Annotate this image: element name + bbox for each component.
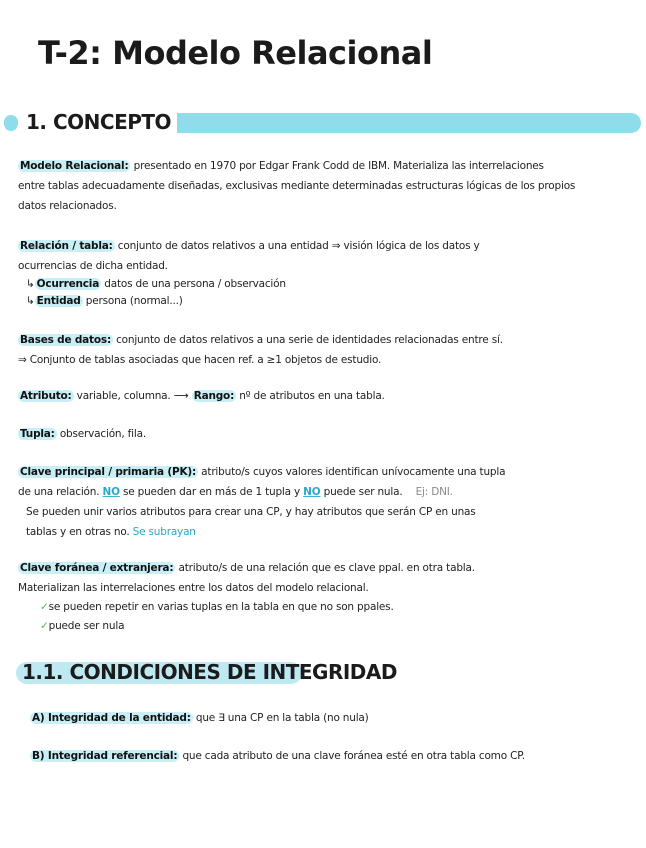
paragraph-tupla bbox=[18, 424, 633, 444]
emphasis-no-1: NO bbox=[102, 486, 120, 498]
clave-principal-line3: Se pueden unir varios atributos para crear una CP, y hay atributos que serán CP en unas bbox=[26, 506, 476, 518]
section-heading-condiciones: 1.1. CONDICIONES DE INTEGRIDAD bbox=[22, 660, 397, 684]
clave-foranea-check1: se pueden repetir en varias tuplas en la tabla en que no son ppales. bbox=[48, 601, 394, 613]
clave-principal-line1: atributo/s cuyos valores identifican unívocamente una tupla bbox=[198, 466, 506, 478]
page-title: T-2: Modelo Relacional bbox=[38, 34, 433, 72]
paragraph-modelo-relacional bbox=[18, 156, 633, 216]
clave-foranea-line1: atributo/s de una relación que es clave ppal. en otra tabla. bbox=[175, 562, 475, 574]
term-relacion-tabla: Relación / tabla: bbox=[20, 240, 113, 252]
right-arrow-icon: ⟶ bbox=[170, 390, 192, 402]
modelo-line2: entre tablas adecuadamente diseñadas, exclusivas mediante determinadas estructuras lógicas de los propios bbox=[18, 180, 576, 192]
section-heading-concepto: 1. CONCEPTO bbox=[22, 110, 177, 134]
term-entidad: Entidad bbox=[36, 295, 81, 307]
term-ocurrencia: Ocurrencia bbox=[36, 278, 100, 290]
clave-principal-line2c: puede ser nula. bbox=[320, 486, 403, 498]
term-integridad-entidad: A) Integridad de la entidad: bbox=[32, 712, 191, 724]
term-rango: Rango: bbox=[193, 390, 235, 402]
emphasis-no-2: NO bbox=[303, 486, 321, 498]
integridad-referencial-text: que cada atributo de una clave foránea esté en otra tabla como CP. bbox=[179, 750, 525, 762]
ocurrencia-text: datos de una persona / observación bbox=[101, 278, 286, 290]
relacion-ocurrencia bbox=[18, 276, 633, 293]
term-clave-principal: Clave principal / primaria (PK): bbox=[20, 466, 197, 478]
paragraph-bases-de-datos bbox=[18, 330, 633, 370]
term-bases-de-datos: Bases de datos: bbox=[20, 334, 111, 346]
rango-text: nº de atributos en una tabla. bbox=[236, 390, 385, 402]
tupla-text: observación, fila. bbox=[56, 428, 146, 440]
term-modelo-relacional: Modelo Relacional: bbox=[20, 160, 129, 172]
example-dni: Ej: DNI. bbox=[415, 486, 453, 498]
branch-arrow-icon: ↳ bbox=[26, 295, 35, 307]
paragraph-atributo bbox=[18, 386, 633, 406]
clave-principal-line2a: de una relación. bbox=[18, 486, 103, 498]
paragraph-relacion-tabla bbox=[18, 236, 633, 310]
integridad-entidad-text: que ∃ una CP en la tabla (no nula) bbox=[192, 712, 369, 724]
paragraph-integridad-referencial bbox=[30, 746, 645, 766]
branch-arrow-icon: ↳ bbox=[26, 278, 35, 290]
modelo-line3: datos relacionados. bbox=[18, 200, 117, 212]
clave-foranea-check2: puede ser nula bbox=[48, 620, 125, 632]
clave-foranea-line2: Materializan las interrelaciones entre los datos del modelo relacional. bbox=[18, 582, 369, 594]
paragraph-clave-foranea bbox=[18, 558, 633, 636]
modelo-line1: presentado en 1970 por Edgar Frank Codd de IBM. Materializa las interrelaciones bbox=[130, 160, 544, 172]
relacion-line2: ocurrencias de dicha entidad. bbox=[18, 260, 168, 272]
term-tupla: Tupla: bbox=[20, 428, 55, 440]
clave-principal-line4a: tablas y en otras no. bbox=[26, 526, 133, 538]
relacion-entidad bbox=[18, 293, 633, 310]
atributo-text: variable, columna. bbox=[73, 390, 171, 402]
bases-line2: ⇒ Conjunto de tablas asociadas que hacen ref. a ≥1 objetos de estudio. bbox=[18, 354, 382, 366]
paragraph-integridad-entidad bbox=[30, 708, 645, 728]
term-integridad-referencial: B) Integridad referencial: bbox=[32, 750, 178, 762]
checkmark-icon: ✓ bbox=[40, 620, 49, 632]
paragraph-clave-principal bbox=[18, 462, 633, 542]
bases-line1: conjunto de datos relativos a una serie de identidades relacionadas entre sí. bbox=[112, 334, 503, 346]
section-bullet-dot bbox=[4, 115, 18, 131]
relacion-line1: conjunto de datos relativos a una entidad ⇒ visión lógica de los datos y bbox=[114, 240, 480, 252]
term-atributo: Atributo: bbox=[20, 390, 72, 402]
entidad-text: persona (normal...) bbox=[82, 295, 183, 307]
note-se-subrayan: Se subrayan bbox=[132, 526, 196, 538]
checkmark-icon: ✓ bbox=[40, 601, 49, 613]
term-clave-foranea: Clave foránea / extranjera: bbox=[20, 562, 174, 574]
clave-principal-line2b: se pueden dar en más de 1 tupla y bbox=[119, 486, 304, 498]
